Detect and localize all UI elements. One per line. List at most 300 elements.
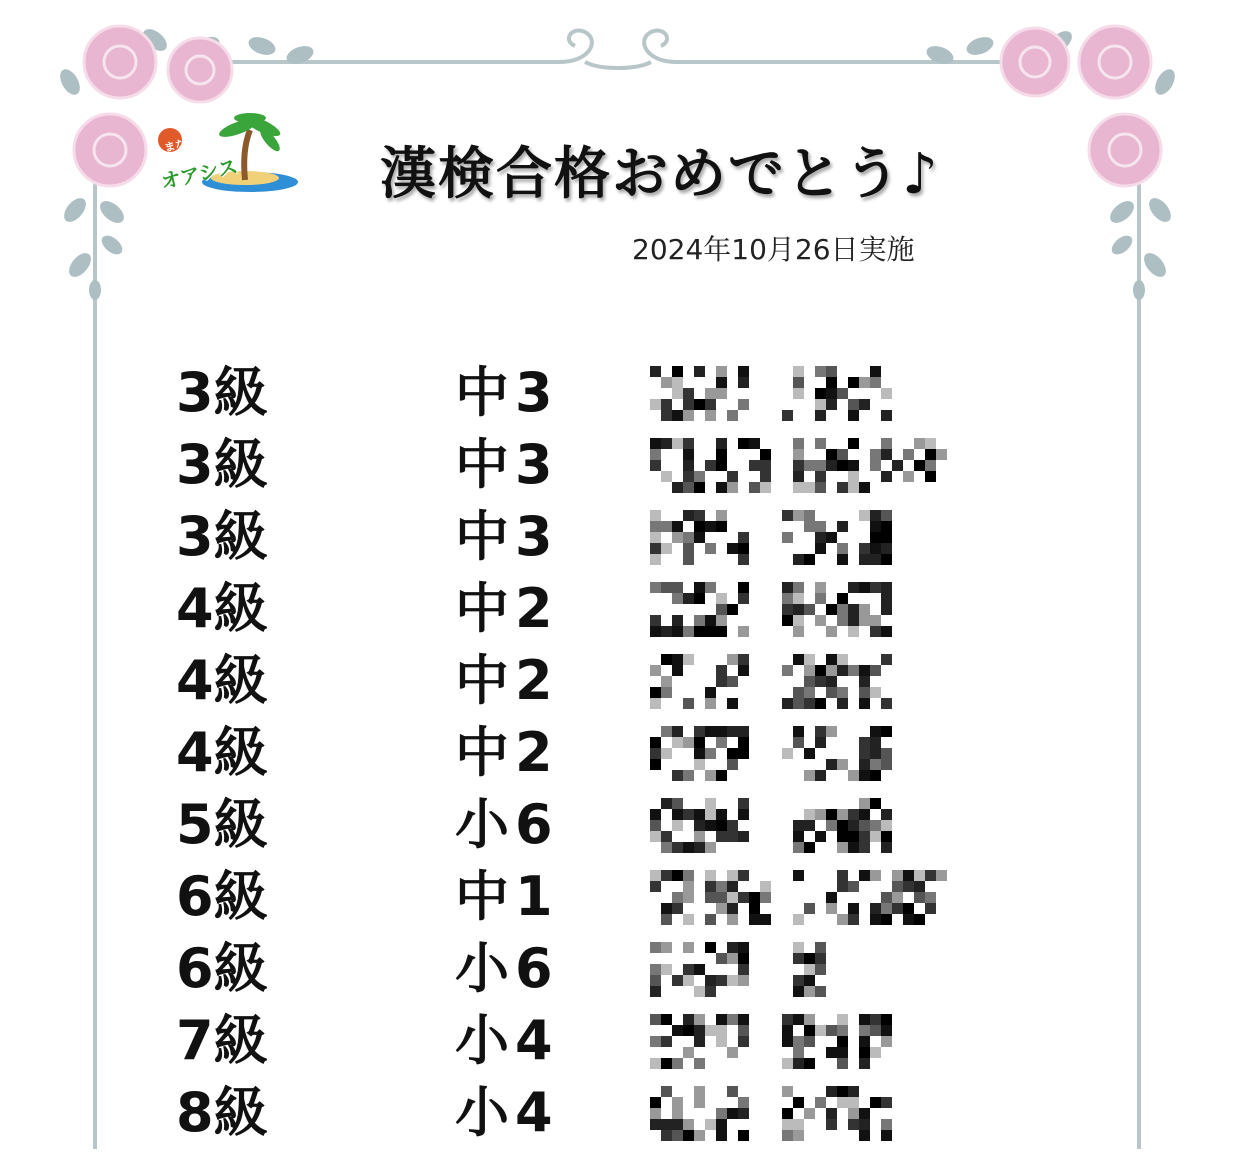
mosaic-block — [870, 532, 881, 543]
mosaic-block — [672, 388, 683, 399]
mosaic-block — [672, 582, 683, 593]
mosaic-block — [683, 471, 694, 482]
mosaic-block — [859, 377, 870, 388]
mosaic-block — [650, 759, 661, 770]
mosaic-block — [672, 654, 683, 665]
mosaic-block — [804, 953, 815, 964]
mosaic-block — [694, 1086, 705, 1097]
mosaic-block — [826, 626, 837, 637]
mosaic-block — [760, 471, 771, 482]
censored-name-mosaic — [650, 652, 960, 712]
mosaic-block — [804, 698, 815, 709]
mosaic-block — [760, 449, 771, 460]
mosaic-block — [650, 687, 661, 698]
mosaic-block — [694, 1014, 705, 1025]
mosaic-block — [815, 460, 826, 471]
mosaic-block — [694, 964, 705, 975]
mosaic-block — [804, 460, 815, 471]
mosaic-block — [694, 366, 705, 377]
mosaic-block — [738, 377, 749, 388]
mosaic-block — [848, 820, 859, 831]
mosaic-block — [793, 482, 804, 493]
mosaic-block — [650, 831, 661, 842]
mosaic-block — [859, 759, 870, 770]
mosaic-block — [881, 831, 892, 842]
mosaic-block — [826, 388, 837, 399]
mosaic-block — [804, 1025, 815, 1036]
scroll-ornament — [560, 31, 676, 68]
mosaic-block — [837, 820, 848, 831]
mosaic-block — [672, 377, 683, 388]
mosaic-block — [727, 604, 738, 615]
mosaic-block — [881, 554, 892, 565]
mosaic-block — [815, 964, 826, 975]
mosaic-block — [683, 654, 694, 665]
mosaic-block — [870, 460, 881, 471]
mosaic-block — [793, 377, 804, 388]
mosaic-block — [793, 842, 804, 853]
mosaic-block — [738, 1036, 749, 1047]
mosaic-block — [672, 798, 683, 809]
censored-name-mosaic — [650, 724, 960, 784]
mosaic-block — [650, 870, 661, 881]
mosaic-block — [815, 737, 826, 748]
mosaic-block — [716, 438, 727, 449]
mosaic-block — [661, 1014, 672, 1025]
mosaic-block — [848, 471, 859, 482]
mosaic-block — [749, 460, 760, 471]
mosaic-block — [738, 532, 749, 543]
mosaic-block — [650, 809, 661, 820]
mosaic-block — [837, 654, 848, 665]
mosaic-block — [683, 510, 694, 521]
mosaic-block — [738, 892, 749, 903]
mosaic-block — [859, 737, 870, 748]
mosaic-block — [793, 1097, 804, 1108]
mosaic-block — [881, 471, 892, 482]
mosaic-block — [837, 831, 848, 842]
mosaic-block — [650, 1058, 661, 1069]
mosaic-block — [738, 366, 749, 377]
mosaic-block — [727, 1047, 738, 1058]
mosaic-block — [672, 1025, 683, 1036]
mosaic-block — [716, 366, 727, 377]
mosaic-block — [782, 665, 793, 676]
mosaic-block — [804, 654, 815, 665]
mosaic-block — [661, 687, 672, 698]
mosaic-block — [793, 820, 804, 831]
mosaic-block — [859, 615, 870, 626]
mosaic-block — [650, 615, 661, 626]
mosaic-block — [650, 986, 661, 997]
mosaic-block — [738, 1025, 749, 1036]
mosaic-block — [793, 1058, 804, 1069]
mosaic-block — [672, 1130, 683, 1141]
mosaic-block — [650, 748, 661, 759]
mosaic-block — [705, 698, 716, 709]
mosaic-block — [694, 626, 705, 637]
mosaic-block — [716, 521, 727, 532]
mosaic-block — [694, 399, 705, 410]
mosaic-block — [738, 870, 749, 881]
mosaic-block — [837, 914, 848, 925]
mosaic-block — [793, 986, 804, 997]
mosaic-block — [826, 676, 837, 687]
logo-text: オアシス — [158, 154, 240, 194]
result-row — [0, 576, 1236, 648]
mosaic-block — [848, 410, 859, 421]
mosaic-block — [837, 449, 848, 460]
mosaic-block — [683, 388, 694, 399]
school-year-label: 小4 — [455, 1081, 559, 1144]
mosaic-block — [903, 449, 914, 460]
mosaic-block — [804, 842, 815, 853]
mosaic-block — [672, 842, 683, 853]
school-year-label: 中2 — [455, 577, 559, 640]
mosaic-block — [760, 460, 771, 471]
mosaic-block — [848, 438, 859, 449]
mosaic-block — [859, 1047, 870, 1058]
mosaic-block — [826, 604, 837, 615]
school-year-label: 中3 — [455, 505, 559, 568]
mosaic-block — [672, 1119, 683, 1130]
mosaic-block — [694, 1036, 705, 1047]
mosaic-block — [650, 399, 661, 410]
mosaic-block — [716, 449, 727, 460]
school-year-label: 小6 — [455, 793, 559, 856]
mosaic-block — [650, 698, 661, 709]
mosaic-block — [683, 626, 694, 637]
mosaic-block — [925, 892, 936, 903]
mosaic-block — [738, 582, 749, 593]
mosaic-block — [881, 593, 892, 604]
censored-name-mosaic — [650, 436, 960, 496]
mosaic-block — [727, 914, 738, 925]
mosaic-block — [837, 842, 848, 853]
mosaic-block — [705, 1025, 716, 1036]
mosaic-block — [749, 482, 760, 493]
mosaic-block — [716, 831, 727, 842]
mosaic-block — [650, 1119, 661, 1130]
mosaic-block — [837, 809, 848, 820]
mosaic-block — [804, 1036, 815, 1047]
mosaic-block — [925, 870, 936, 881]
mosaic-block — [793, 388, 804, 399]
mosaic-block — [705, 892, 716, 903]
mosaic-block — [815, 676, 826, 687]
mosaic-block — [815, 698, 826, 709]
mosaic-block — [661, 903, 672, 914]
mosaic-block — [793, 626, 804, 637]
result-row — [0, 432, 1236, 504]
mosaic-block — [859, 698, 870, 709]
mosaic-block — [650, 975, 661, 986]
mosaic-block — [683, 881, 694, 892]
mosaic-block — [727, 410, 738, 421]
mosaic-block — [881, 914, 892, 925]
mosaic-block — [694, 582, 705, 593]
mosaic-block — [815, 471, 826, 482]
mosaic-block — [738, 593, 749, 604]
exam-date: 2024年10月26日実施 — [632, 233, 915, 266]
mosaic-block — [870, 582, 881, 593]
mosaic-block — [716, 809, 727, 820]
mosaic-block — [716, 1108, 727, 1119]
school-year-label: 中3 — [455, 361, 559, 424]
censored-name-mosaic — [650, 1084, 960, 1144]
mosaic-block — [870, 870, 881, 881]
mosaic-block — [749, 903, 760, 914]
mosaic-block — [870, 665, 881, 676]
mosaic-block — [705, 798, 716, 809]
mosaic-block — [782, 1108, 793, 1119]
mosaic-block — [716, 953, 727, 964]
mosaic-block — [683, 410, 694, 421]
mosaic-block — [760, 482, 771, 493]
mosaic-block — [793, 975, 804, 986]
mosaic-block — [716, 770, 727, 781]
mosaic-block — [848, 1119, 859, 1130]
mosaic-block — [705, 626, 716, 637]
mosaic-block — [804, 1014, 815, 1025]
mosaic-block — [793, 471, 804, 482]
mosaic-block — [848, 1097, 859, 1108]
mosaic-block — [859, 582, 870, 593]
mosaic-block — [705, 986, 716, 997]
mosaic-block — [793, 914, 804, 925]
result-row — [0, 936, 1236, 1008]
mosaic-block — [837, 1097, 848, 1108]
school-year-label: 中2 — [455, 649, 559, 712]
censored-name-mosaic — [650, 364, 960, 424]
mosaic-block — [705, 615, 716, 626]
mosaic-block — [881, 582, 892, 593]
mosaic-block — [815, 615, 826, 626]
mosaic-block — [804, 1058, 815, 1069]
mosaic-block — [848, 665, 859, 676]
mosaic-block — [716, 1036, 727, 1047]
mosaic-block — [782, 748, 793, 759]
mosaic-block — [716, 665, 727, 676]
mosaic-block — [826, 687, 837, 698]
mosaic-block — [793, 953, 804, 964]
mosaic-block — [859, 687, 870, 698]
mosaic-block — [716, 377, 727, 388]
mosaic-block — [859, 1014, 870, 1025]
mosaic-block — [738, 942, 749, 953]
mosaic-block — [727, 748, 738, 759]
mosaic-block — [727, 820, 738, 831]
mosaic-block — [826, 532, 837, 543]
mosaic-block — [738, 665, 749, 676]
mosaic-block — [705, 842, 716, 853]
mosaic-block — [683, 543, 694, 554]
mosaic-block — [705, 410, 716, 421]
mosaic-block — [661, 676, 672, 687]
mosaic-block — [782, 1036, 793, 1047]
mosaic-block — [804, 964, 815, 975]
mosaic-block — [914, 438, 925, 449]
grade-label: 5級 — [176, 793, 268, 856]
mosaic-block — [925, 438, 936, 449]
mosaic-block — [870, 770, 881, 781]
mosaic-block — [672, 975, 683, 986]
mosaic-block — [826, 460, 837, 471]
mosaic-block — [650, 881, 661, 892]
mosaic-block — [782, 1130, 793, 1141]
mosaic-block — [727, 676, 738, 687]
mosaic-block — [661, 870, 672, 881]
mosaic-block — [826, 726, 837, 737]
mosaic-block — [672, 770, 683, 781]
school-year-label: 中1 — [455, 865, 559, 928]
mosaic-block — [716, 820, 727, 831]
mosaic-block — [837, 521, 848, 532]
school-year-label: 中2 — [455, 721, 559, 784]
mosaic-block — [683, 892, 694, 903]
mosaic-block — [716, 676, 727, 687]
mosaic-block — [661, 1086, 672, 1097]
mosaic-block — [782, 582, 793, 593]
mosaic-block — [683, 482, 694, 493]
mosaic-block — [705, 1119, 716, 1130]
mosaic-block — [837, 1025, 848, 1036]
page-title: 漢検合格おめでとう♪ — [380, 142, 940, 207]
mosaic-block — [870, 1047, 881, 1058]
mosaic-block — [815, 1097, 826, 1108]
mosaic-block — [716, 1130, 727, 1141]
mosaic-block — [793, 438, 804, 449]
mosaic-block — [826, 903, 837, 914]
mosaic-block — [870, 737, 881, 748]
mosaic-block — [793, 698, 804, 709]
mosaic-block — [661, 831, 672, 842]
mosaic-block — [683, 593, 694, 604]
mosaic-block — [859, 1058, 870, 1069]
mosaic-block — [683, 1047, 694, 1058]
mosaic-block — [694, 1025, 705, 1036]
mosaic-block — [837, 615, 848, 626]
mosaic-block — [672, 665, 683, 676]
grade-label: 3級 — [176, 433, 268, 496]
mosaic-block — [650, 521, 661, 532]
mosaic-block — [826, 377, 837, 388]
mosaic-block — [727, 892, 738, 903]
grade-label: 6級 — [176, 937, 268, 1000]
mosaic-block — [804, 665, 815, 676]
mosaic-block — [749, 438, 760, 449]
mosaic-block — [837, 388, 848, 399]
mosaic-block — [892, 903, 903, 914]
mosaic-block — [837, 543, 848, 554]
mosaic-block — [694, 521, 705, 532]
mosaic-block — [749, 914, 760, 925]
mosaic-block — [848, 770, 859, 781]
grade-label: 4級 — [176, 721, 268, 784]
result-row — [0, 864, 1236, 936]
mosaic-block — [738, 543, 749, 554]
mosaic-block — [837, 665, 848, 676]
mosaic-block — [694, 471, 705, 482]
mosaic-block — [738, 654, 749, 665]
mosaic-block — [881, 1025, 892, 1036]
mosaic-block — [760, 892, 771, 903]
mosaic-block — [705, 942, 716, 953]
mosaic-block — [661, 471, 672, 482]
mosaic-block — [716, 892, 727, 903]
mosaic-block — [650, 532, 661, 543]
mosaic-block — [804, 676, 815, 687]
mosaic-block — [716, 1119, 727, 1130]
mosaic-block — [705, 870, 716, 881]
mosaic-block — [738, 737, 749, 748]
mosaic-block — [837, 593, 848, 604]
mosaic-block — [892, 870, 903, 881]
mosaic-block — [650, 460, 661, 471]
mosaic-block — [683, 914, 694, 925]
mosaic-block — [694, 831, 705, 842]
mosaic-block — [826, 892, 837, 903]
mosaic-block — [738, 626, 749, 637]
mosaic-block — [672, 737, 683, 748]
mosaic-block — [870, 521, 881, 532]
mosaic-block — [859, 510, 870, 521]
mosaic-block — [705, 809, 716, 820]
mosaic-block — [804, 986, 815, 997]
mosaic-block — [661, 626, 672, 637]
mosaic-block — [881, 521, 892, 532]
mosaic-block — [738, 399, 749, 410]
mosaic-block — [782, 1025, 793, 1036]
mosaic-block — [870, 449, 881, 460]
mosaic-block — [837, 870, 848, 881]
mosaic-block — [815, 532, 826, 543]
school-year-label: 小6 — [455, 937, 559, 1000]
censored-name-mosaic — [650, 940, 960, 1000]
mosaic-block — [738, 809, 749, 820]
mosaic-block — [859, 798, 870, 809]
mosaic-block — [661, 726, 672, 737]
mosaic-block — [881, 1130, 892, 1141]
mosaic-block — [661, 377, 672, 388]
mosaic-block — [870, 510, 881, 521]
mosaic-block — [848, 1086, 859, 1097]
mosaic-block — [694, 593, 705, 604]
mosaic-block — [793, 1036, 804, 1047]
mosaic-block — [683, 1130, 694, 1141]
mosaic-block — [870, 759, 881, 770]
mosaic-block — [705, 687, 716, 698]
mosaic-block — [870, 903, 881, 914]
mosaic-block — [694, 842, 705, 853]
mosaic-block — [881, 604, 892, 615]
mosaic-block — [650, 449, 661, 460]
mosaic-block — [848, 1108, 859, 1119]
mosaic-block — [738, 1108, 749, 1119]
mosaic-block — [716, 1014, 727, 1025]
mosaic-block — [716, 881, 727, 892]
mosaic-block — [683, 460, 694, 471]
mosaic-block — [694, 510, 705, 521]
mosaic-block — [903, 914, 914, 925]
mosaic-block — [870, 543, 881, 554]
mosaic-block — [705, 726, 716, 737]
mosaic-block — [881, 532, 892, 543]
mosaic-block — [793, 366, 804, 377]
mosaic-block — [815, 770, 826, 781]
mosaic-block — [859, 482, 870, 493]
mosaic-block — [683, 737, 694, 748]
